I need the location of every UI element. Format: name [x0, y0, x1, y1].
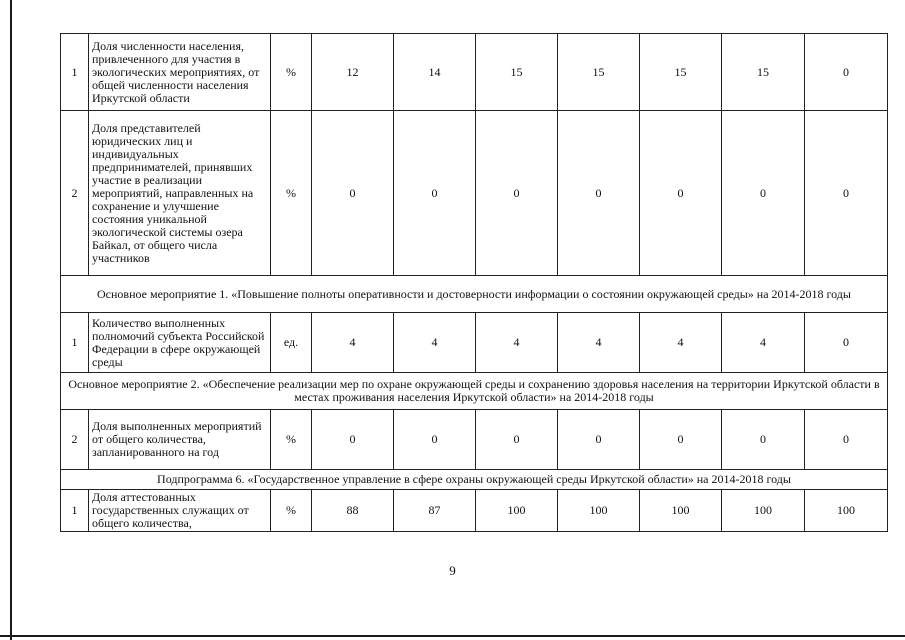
unit-cell: %	[271, 410, 312, 470]
value-cell: 0	[312, 410, 394, 470]
value-cell: 4	[640, 313, 722, 373]
value-cell: 4	[558, 313, 640, 373]
value-cell: 0	[312, 111, 394, 276]
section-heading: Основное мероприятие 1. «Повышение полноты оперативности и достоверности информации о состоянии окружающей среды» на 2014-2018 годы	[61, 276, 888, 313]
value-cell: 100	[558, 490, 640, 532]
row-number: 2	[61, 111, 89, 276]
value-cell: 88	[312, 490, 394, 532]
row-number: 2	[61, 410, 89, 470]
unit-cell: %	[271, 111, 312, 276]
page-number: 9	[449, 563, 456, 578]
value-cell: 0	[640, 410, 722, 470]
indicators-table	[60, 33, 888, 532]
value-cell: 15	[558, 34, 640, 111]
value-cell: 0	[805, 34, 888, 111]
value-cell: 0	[805, 111, 888, 276]
value-cell: 0	[722, 111, 805, 276]
value-cell: 100	[722, 490, 805, 532]
value-cell: 0	[640, 111, 722, 276]
value-cell: 100	[805, 490, 888, 532]
value-cell: 15	[722, 34, 805, 111]
section-row	[61, 373, 888, 410]
scan-edge-left	[10, 0, 12, 640]
section-row	[61, 470, 888, 490]
row-number: 1	[61, 313, 89, 373]
value-cell: 14	[394, 34, 476, 111]
unit-cell: %	[271, 490, 312, 532]
section-heading: Подпрограмма 6. «Государственное управление в сфере охраны окружающей среды Иркутской области» на 2014-2018 годы	[61, 470, 888, 490]
indicator-name: Доля представителей юридических лиц и индивидуальных предпринимателей, принявших участие в реализации мероприятий, направленных на сохранение и улучшение состояния уникальной экологической системы озера Байкал, от общего числа участников	[89, 111, 271, 276]
unit-cell: ед.	[271, 313, 312, 373]
value-cell: 100	[476, 490, 558, 532]
value-cell: 4	[722, 313, 805, 373]
value-cell: 0	[805, 313, 888, 373]
indicator-name: Количество выполненных полномочий субъекта Российской Федерации в сфере окружающей среды	[89, 313, 271, 373]
indicator-name: Доля аттестованных государственных служащих от общего количества,	[89, 490, 271, 532]
value-cell: 0	[476, 111, 558, 276]
table-row	[61, 111, 888, 276]
value-cell: 87	[394, 490, 476, 532]
value-cell: 15	[640, 34, 722, 111]
value-cell: 0	[476, 410, 558, 470]
value-cell: 0	[805, 410, 888, 470]
table-row	[61, 34, 888, 111]
row-number: 1	[61, 490, 89, 532]
table-row	[61, 313, 888, 373]
value-cell: 12	[312, 34, 394, 111]
value-cell: 4	[394, 313, 476, 373]
indicator-name: Доля выполненных мероприятий от общего количества, запланированного на год	[89, 410, 271, 470]
value-cell: 0	[394, 111, 476, 276]
value-cell: 0	[558, 410, 640, 470]
value-cell: 0	[722, 410, 805, 470]
value-cell: 4	[476, 313, 558, 373]
table-row	[61, 410, 888, 470]
scan-edge-bottom	[0, 635, 905, 637]
value-cell: 100	[640, 490, 722, 532]
row-number: 1	[61, 34, 89, 111]
indicator-name: Доля численности населения, привлеченного для участия в экологических мероприятиях, от общей численности населения Иркутской области	[89, 34, 271, 111]
value-cell: 4	[312, 313, 394, 373]
section-heading: Основное мероприятие 2. «Обеспечение реализации мер по охране окружающей среды и сохранению здоровья населения на территории Иркутской области в местах проживания населения Иркутской области» на 2014-2018 годы	[61, 373, 888, 410]
unit-cell: %	[271, 34, 312, 111]
value-cell: 15	[476, 34, 558, 111]
section-row	[61, 276, 888, 313]
value-cell: 0	[558, 111, 640, 276]
value-cell: 0	[394, 410, 476, 470]
table-row	[61, 490, 888, 532]
